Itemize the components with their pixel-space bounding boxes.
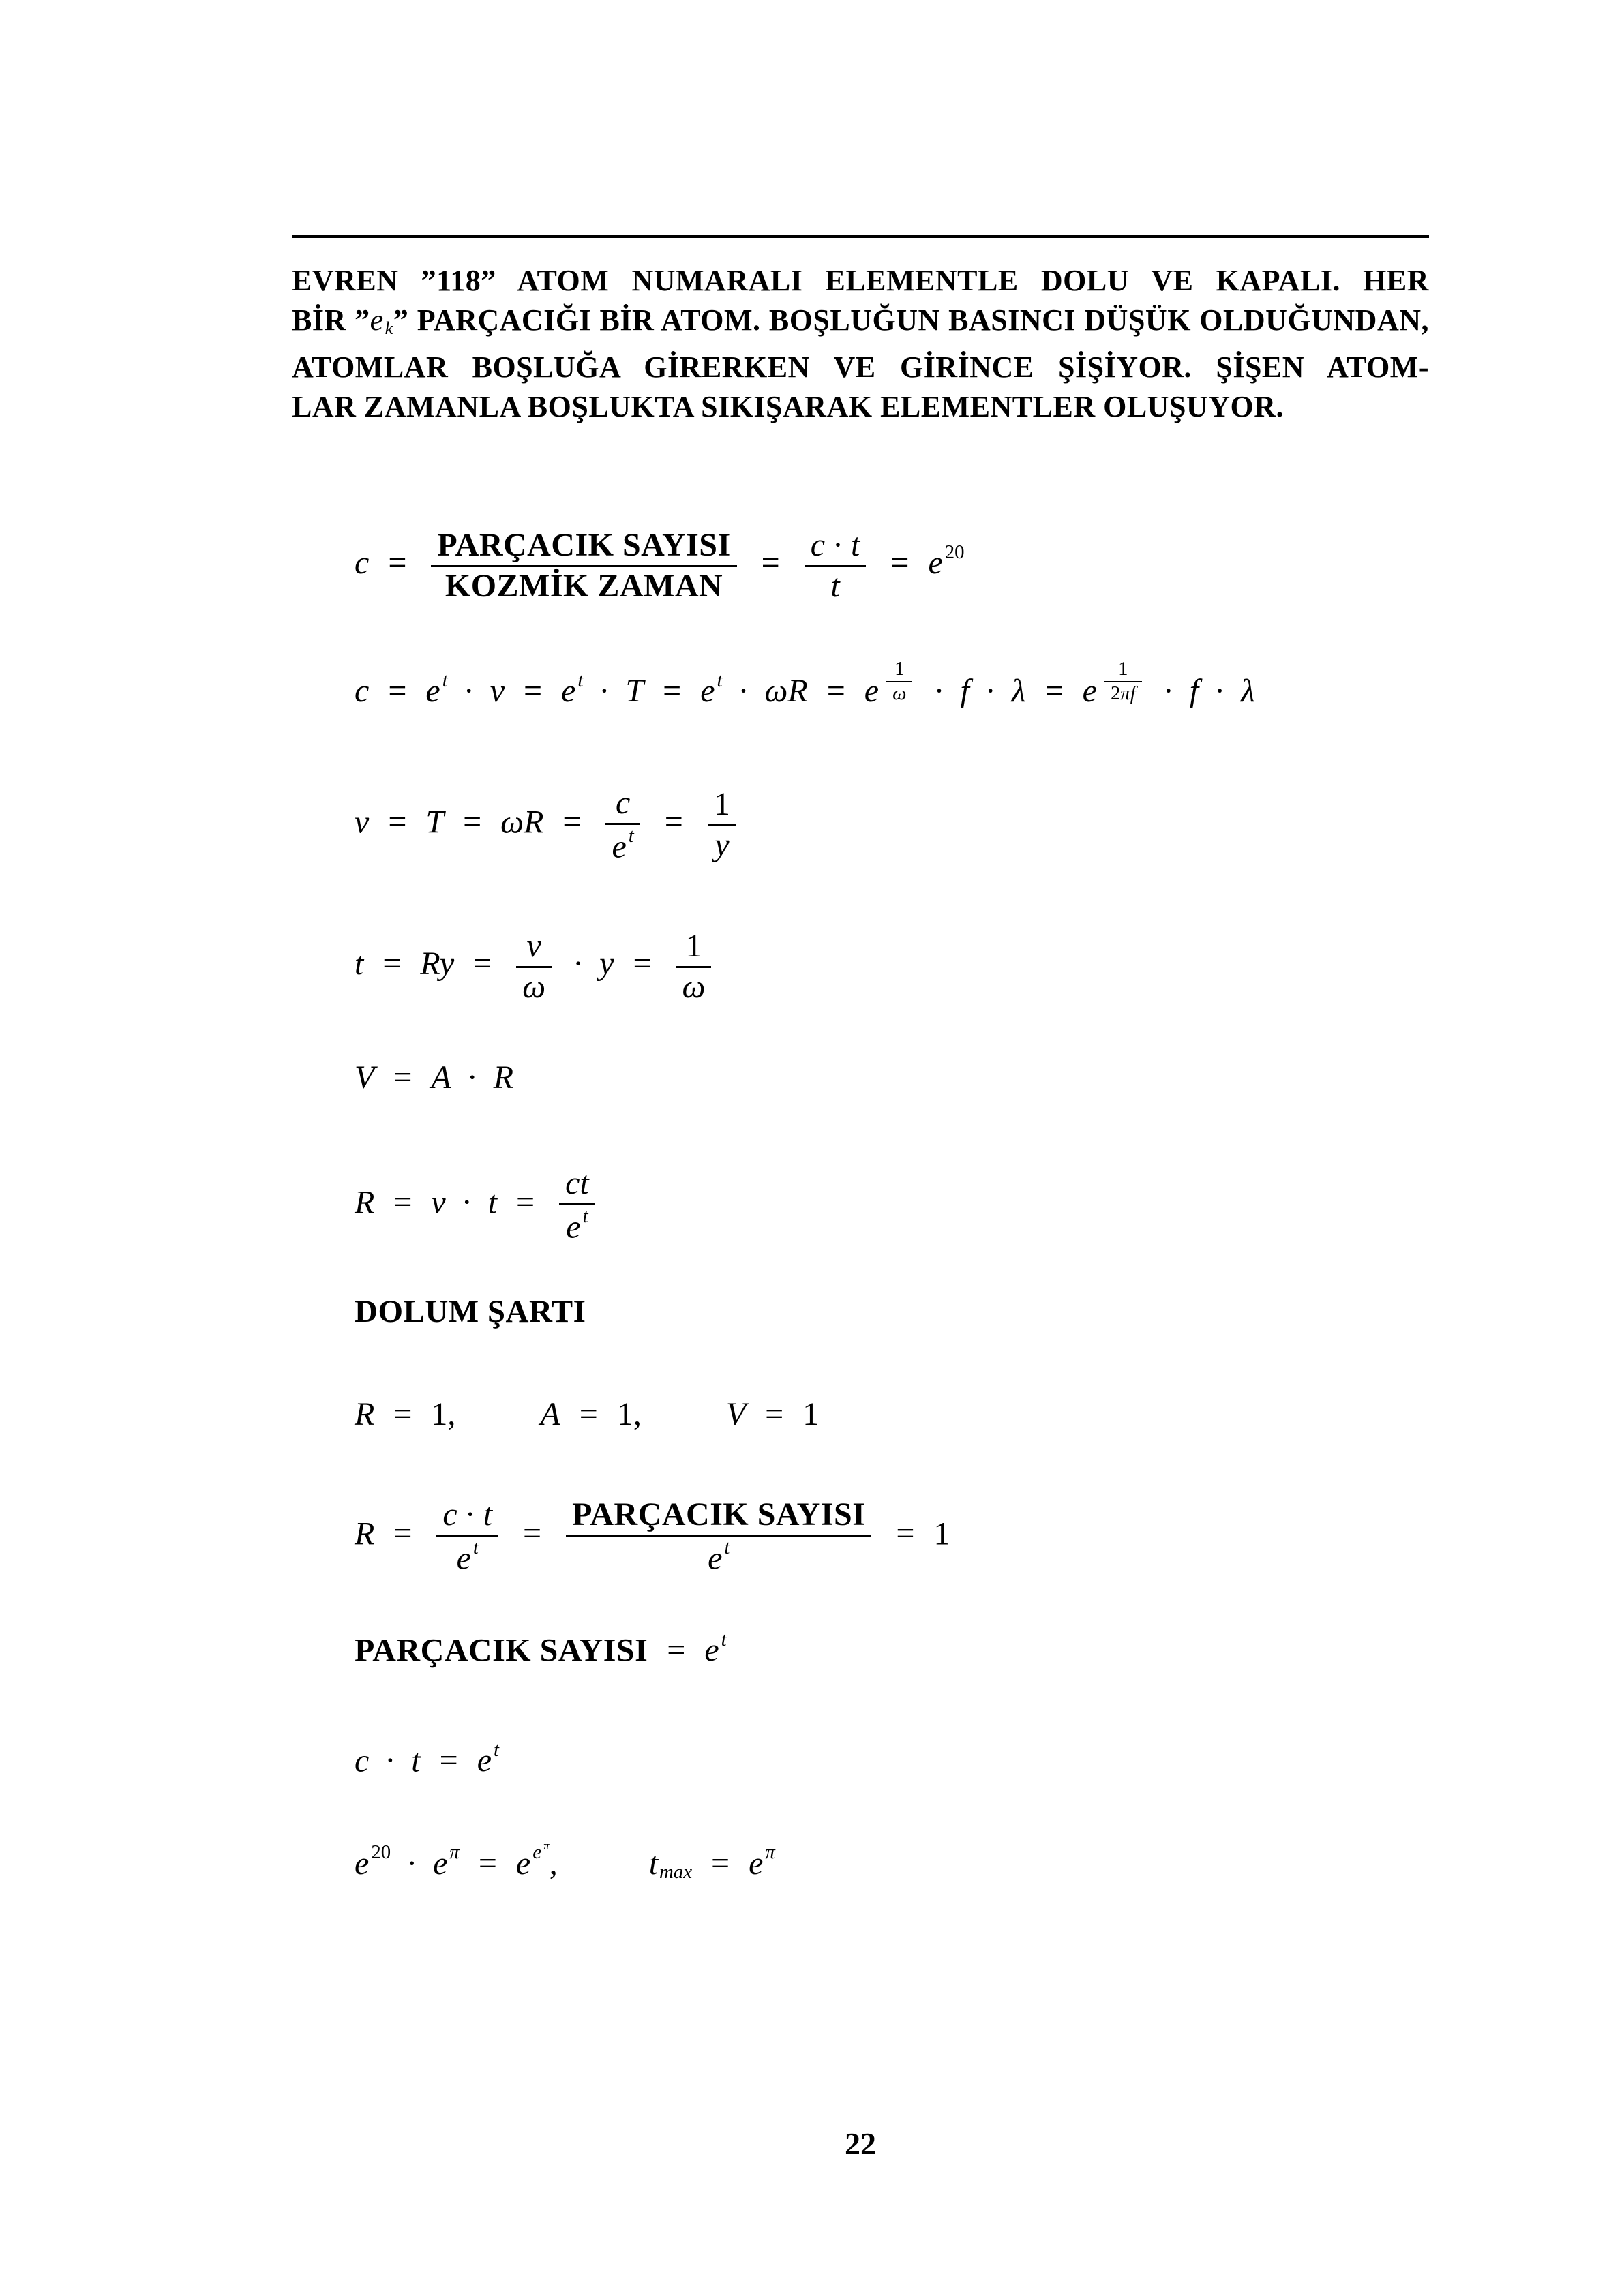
middle-dot: · xyxy=(984,673,996,710)
equation-c-expansion xyxy=(355,658,1255,711)
math-omega: ω xyxy=(764,673,788,710)
equals-sign: = xyxy=(633,946,652,982)
math-R: R xyxy=(355,1184,375,1221)
exponent-t: t xyxy=(472,1536,479,1558)
e-to-20 xyxy=(355,1841,391,1882)
math-e: e xyxy=(456,1540,471,1577)
equation-ct xyxy=(355,1738,499,1781)
middle-dot: · xyxy=(464,1496,476,1532)
equals-sign: = xyxy=(393,1396,412,1432)
top-rule xyxy=(292,235,1429,238)
math-t: t xyxy=(648,1845,659,1882)
omega-R xyxy=(500,804,543,840)
equals-sign: = xyxy=(382,946,402,982)
value-one: 1 xyxy=(802,1396,819,1432)
paragraph-line-4: LAR ZAMANLA BOŞLUKTA SIKIŞARAK ELEMENTLER OLUŞUYOR. xyxy=(292,389,1284,423)
math-f: f xyxy=(1189,673,1199,710)
math-e: e xyxy=(704,1632,719,1669)
math-T: T xyxy=(625,673,644,710)
math-e: e xyxy=(1082,673,1097,710)
exponent-pi: π xyxy=(449,1841,460,1864)
equals-sign: = xyxy=(711,1845,730,1882)
comma: , xyxy=(447,1396,456,1432)
exponent-t: t xyxy=(717,669,723,691)
middle-dot: · xyxy=(1214,673,1226,710)
math-t: t xyxy=(483,1496,493,1532)
math-two: 2 xyxy=(1110,682,1121,704)
fraction-denominator xyxy=(560,1205,594,1247)
math-R: R xyxy=(787,673,808,710)
equals-sign: = xyxy=(765,1396,784,1432)
equals-sign: = xyxy=(896,1515,915,1552)
fraction-numerator xyxy=(559,1164,595,1203)
equation-t-relation xyxy=(355,927,717,1006)
exponent-t: t xyxy=(721,1629,727,1650)
equals-sign: = xyxy=(393,1515,412,1552)
math-c: c xyxy=(355,1742,370,1779)
math-t: t xyxy=(355,946,364,982)
math-R: R xyxy=(355,1396,375,1432)
math-e: e xyxy=(700,673,715,710)
equals-sign: = xyxy=(388,804,407,841)
fraction-denominator: y xyxy=(715,826,730,863)
fraction-denominator: t xyxy=(830,567,840,604)
fraction-numerator xyxy=(805,526,867,565)
value-one: 1 xyxy=(616,1396,633,1432)
fraction-denominator: KOZMİK ZAMAN xyxy=(445,567,723,604)
equation-volume xyxy=(355,1058,513,1098)
equals-sign: = xyxy=(1044,673,1064,710)
intro-paragraph xyxy=(292,261,1429,427)
math-R: R xyxy=(420,946,440,982)
heading-dolum-sarti: DOLUM ŞARTI xyxy=(355,1294,586,1329)
equation-v-relation xyxy=(355,784,742,866)
fraction-numerator: 1 xyxy=(894,658,905,680)
equals-sign: = xyxy=(664,804,683,841)
equals-sign: = xyxy=(523,1515,542,1552)
math-c: c xyxy=(565,1165,580,1201)
exponent-t: t xyxy=(724,1536,730,1558)
math-A: A xyxy=(431,1059,451,1096)
equals-sign: = xyxy=(667,1632,686,1669)
inline-math-k-subscript: k xyxy=(385,317,393,338)
math-e: e xyxy=(864,673,879,710)
fraction-particle-over-et xyxy=(566,1496,871,1578)
exponent-t: t xyxy=(628,824,634,847)
math-f: f xyxy=(1130,682,1136,704)
e-to-t xyxy=(700,669,723,710)
comma: , xyxy=(633,1396,642,1432)
paragraph-line-1: EVREN ”118” ATOM NUMARALI ELEMENTLE DOLU VE KAPALI. HER xyxy=(292,264,1429,297)
e-to-20 xyxy=(928,541,965,581)
page-number: 22 xyxy=(845,2126,876,2161)
paragraph-line-3: ATOMLAR BOŞLUĞA GİRERKEN VE GİRİNCE ŞİŞİYOR. ŞİŞEN ATOM- xyxy=(292,350,1429,384)
fraction-one-over-omega xyxy=(886,658,912,706)
math-e: e xyxy=(928,545,943,581)
R-y xyxy=(420,946,454,982)
middle-dot: · xyxy=(573,946,584,982)
exponent-20: 20 xyxy=(371,1841,391,1864)
middle-dot: · xyxy=(1162,673,1174,710)
math-t: t xyxy=(487,1184,498,1221)
exponent-t: t xyxy=(577,669,584,691)
e-to-pi xyxy=(749,1841,775,1882)
math-omega: ω xyxy=(500,804,524,841)
paragraph-line-2-post: ” PARÇACIĞI BİR ATOM. BOŞLUĞUN BASINCI DÜŞÜK OLDUĞUNDAN, xyxy=(393,303,1430,337)
math-t: t xyxy=(851,527,860,563)
fraction-c-over-et xyxy=(605,784,640,866)
fraction-denominator: ω xyxy=(522,968,546,1005)
math-T: T xyxy=(425,804,445,841)
math-V: V xyxy=(725,1396,747,1432)
math-A: A xyxy=(540,1396,560,1432)
math-y: y xyxy=(439,946,455,982)
middle-dot: · xyxy=(406,1845,418,1882)
fraction-denominator: ω xyxy=(682,968,706,1005)
equals-sign: = xyxy=(516,1184,535,1221)
equation-initial-conditions xyxy=(355,1395,819,1434)
equation-e20-epi xyxy=(355,1839,775,1884)
omega-R xyxy=(765,673,808,709)
fraction-one-over-y xyxy=(708,785,736,864)
equals-sign: = xyxy=(439,1742,458,1779)
math-e: e xyxy=(355,1845,370,1882)
fraction-particle-over-cosmic xyxy=(431,526,736,605)
math-e: e xyxy=(566,1209,581,1245)
math-t: t xyxy=(411,1742,421,1779)
exponent-t: t xyxy=(494,1739,500,1761)
middle-dot: · xyxy=(461,1184,472,1221)
equals-sign: = xyxy=(826,673,845,710)
fraction-numerator: PARÇACIK SAYISI xyxy=(572,1496,866,1532)
math-lambda: λ xyxy=(1241,673,1255,710)
exponent-t: t xyxy=(582,1205,588,1227)
e-to-pi xyxy=(433,1841,460,1882)
equals-sign: = xyxy=(663,673,682,710)
exponent-t: t xyxy=(442,669,448,691)
math-R: R xyxy=(355,1515,375,1552)
e-to-t xyxy=(704,1629,727,1669)
fraction-v-over-omega xyxy=(516,927,552,1006)
math-R: R xyxy=(524,804,544,841)
math-t: t xyxy=(580,1165,589,1201)
equals-sign: = xyxy=(761,545,780,581)
fraction-denominator xyxy=(451,1537,485,1578)
fraction-numerator: 1 xyxy=(685,928,702,964)
exponent-20: 20 xyxy=(944,541,965,563)
exponent-e-pi xyxy=(532,1841,549,1863)
e-to-one-over-omega xyxy=(864,658,918,710)
t-max xyxy=(649,1845,692,1882)
value-one: 1 xyxy=(431,1396,448,1432)
math-V: V xyxy=(355,1059,375,1096)
equals-sign: = xyxy=(524,673,543,710)
equals-sign: = xyxy=(393,1184,412,1221)
equals-sign: = xyxy=(579,1396,598,1432)
comma: , xyxy=(549,1845,558,1882)
fraction-numerator: c xyxy=(615,785,631,821)
math-v: v xyxy=(431,1184,446,1221)
exponent-pi: π xyxy=(765,1841,775,1864)
fraction-one-over-omega xyxy=(676,927,712,1006)
math-c: c xyxy=(442,1496,457,1532)
equation-radius xyxy=(355,1164,601,1247)
math-e: e xyxy=(425,673,440,710)
fraction-ct-over-et xyxy=(436,1496,498,1578)
math-lambda: λ xyxy=(1011,673,1026,710)
exponent-fraction xyxy=(881,658,918,704)
math-e: e xyxy=(477,1742,492,1779)
paragraph-line-2-pre: BİR ” xyxy=(292,303,370,337)
equals-sign: = xyxy=(463,804,482,841)
label-particle-count: PARÇACIK SAYISI xyxy=(355,1632,648,1669)
e-to-t xyxy=(477,1739,500,1779)
middle-dot: · xyxy=(933,673,945,710)
fraction-denominator xyxy=(1104,682,1142,706)
paragraph-line-2 xyxy=(292,301,1429,348)
math-R: R xyxy=(493,1059,514,1096)
math-y: y xyxy=(599,946,614,982)
value-one: 1 xyxy=(933,1515,950,1552)
subscript-max: max xyxy=(659,1861,693,1884)
math-v: v xyxy=(355,804,370,841)
math-e: e xyxy=(708,1540,723,1577)
e-to-t xyxy=(561,669,584,710)
fraction-one-over-2pif xyxy=(1104,658,1142,706)
math-c: c xyxy=(355,545,370,581)
math-pi: π xyxy=(1120,682,1130,704)
equals-sign: = xyxy=(388,545,407,581)
equation-c-definition xyxy=(355,526,965,605)
e-to-one-over-2pif xyxy=(1082,658,1147,710)
math-f: f xyxy=(960,673,969,710)
math-e: e xyxy=(561,673,576,710)
fraction-denominator: ω xyxy=(892,682,907,704)
fraction-numerator: PARÇACIK SAYISI xyxy=(437,527,731,563)
middle-dot: · xyxy=(463,673,475,710)
fraction-numerator xyxy=(436,1496,498,1535)
math-c: c xyxy=(810,527,826,563)
exponent-fraction xyxy=(1099,658,1147,704)
middle-dot: · xyxy=(385,1742,396,1779)
fraction-ct-over-et xyxy=(559,1164,595,1247)
fraction-denominator xyxy=(702,1537,736,1578)
equals-sign: = xyxy=(473,946,492,982)
middle-dot: · xyxy=(832,527,844,563)
middle-dot: · xyxy=(738,673,749,710)
math-v: v xyxy=(490,673,505,710)
exponent-pi: π xyxy=(543,1839,550,1852)
fraction-numerator: 1 xyxy=(1118,658,1128,680)
equals-sign: = xyxy=(478,1845,497,1882)
fraction-denominator xyxy=(605,825,640,866)
inline-math-e: e xyxy=(370,303,384,337)
fraction-numerator: v xyxy=(526,928,541,964)
equation-particle-count xyxy=(355,1628,727,1670)
equation-filling-condition xyxy=(355,1496,950,1578)
middle-dot: · xyxy=(466,1059,478,1096)
equals-sign: = xyxy=(388,673,407,710)
math-e: e xyxy=(749,1845,764,1882)
math-e: e xyxy=(532,1841,542,1864)
math-c: c xyxy=(355,673,370,710)
math-e: e xyxy=(515,1845,531,1882)
fraction-ct-over-t xyxy=(805,526,867,605)
e-to-e-pi xyxy=(515,1839,550,1882)
middle-dot: · xyxy=(599,673,610,710)
math-e: e xyxy=(433,1845,448,1882)
e-to-t xyxy=(425,669,448,710)
equals-sign: = xyxy=(562,804,582,841)
equals-sign: = xyxy=(393,1059,412,1096)
fraction-numerator: 1 xyxy=(713,786,730,823)
equals-sign: = xyxy=(890,545,909,581)
math-e: e xyxy=(612,828,627,865)
